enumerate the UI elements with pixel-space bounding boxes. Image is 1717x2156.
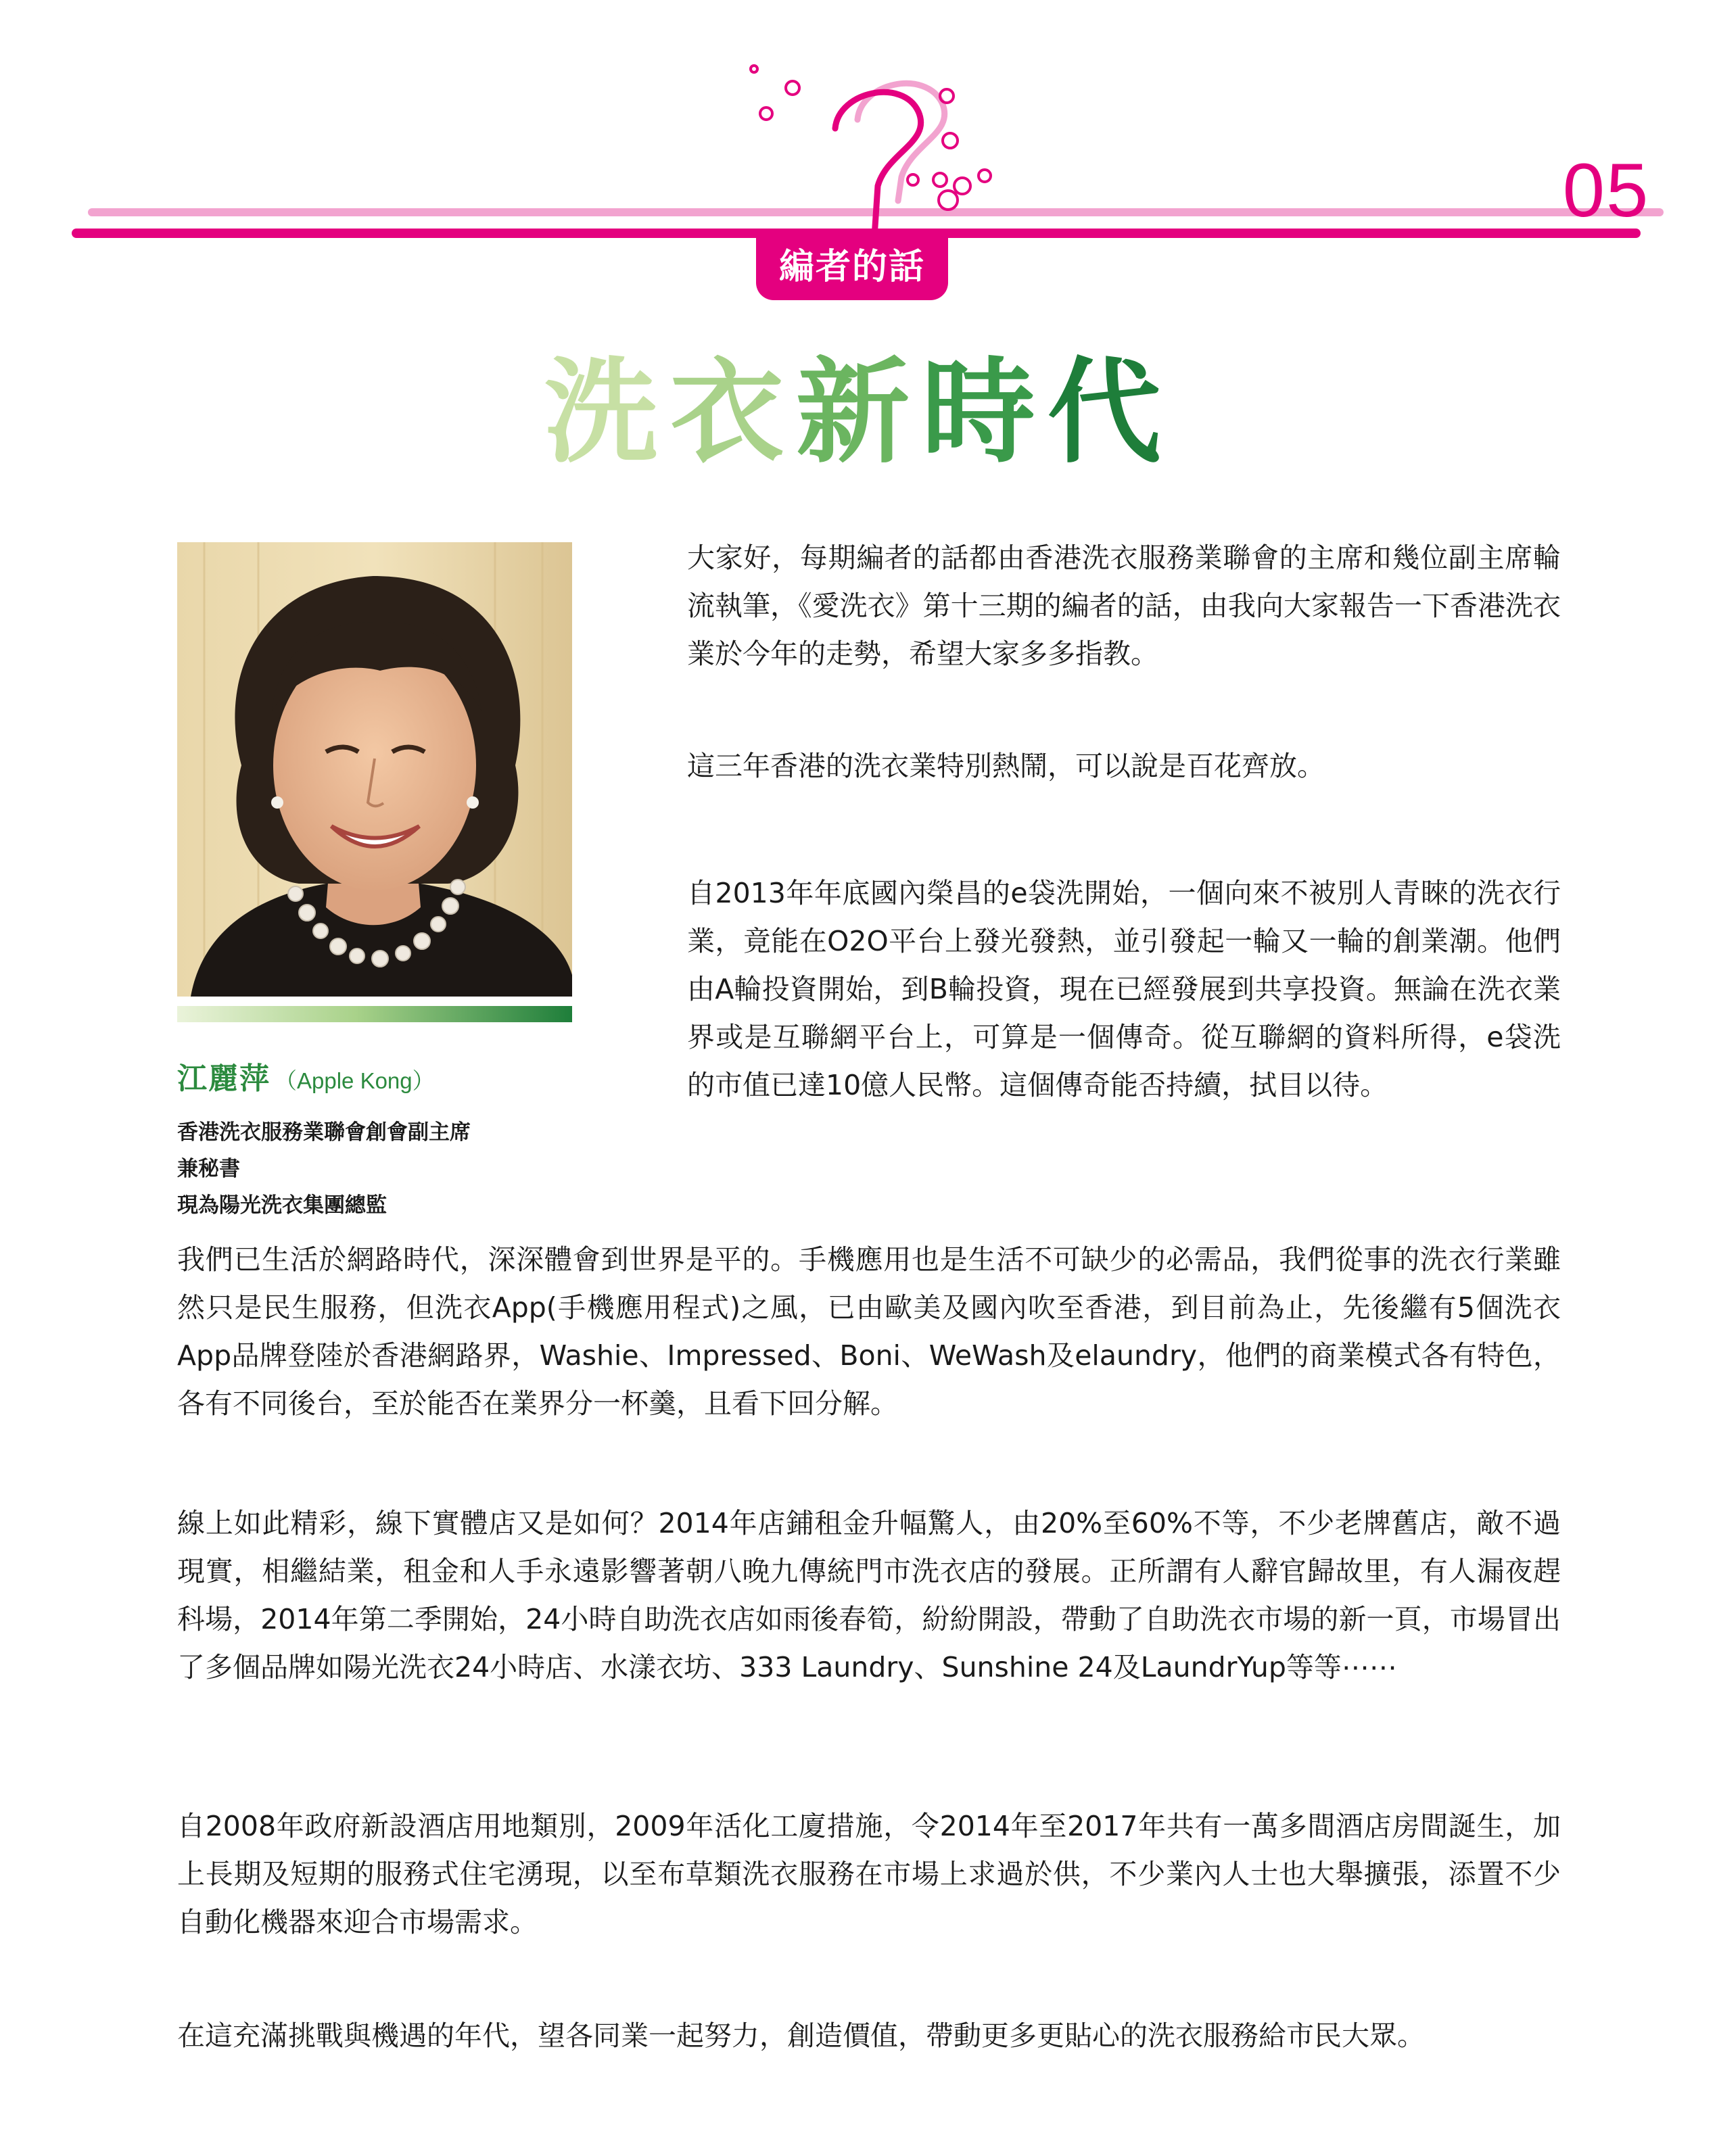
title-char: 時	[922, 346, 1048, 479]
paragraph: 我們已生活於網路時代，深深體會到世界是平的。手機應用也是生活不可缺少的必需品，我們從事的洗衣行業雖然只是民生服務，但洗衣App(手機應用程式)之風，已由歐美及國內吹至香港，到目前為止，先後繼有5個洗衣App品牌登陸於香港網路界，Washie、Impressed、Boni、WeWash及elaundry，他們的商業模式各有特色，各有不同後台，至於能否在業界分一杯羹，且看下回分解。	[177, 1243, 1561, 1420]
portrait-photo-icon	[177, 542, 572, 997]
page-title	[473, 345, 1244, 480]
author-name-english: （Apple Kong）	[275, 1068, 435, 1093]
author-role: 現為陽光洗衣集團總監	[177, 1193, 387, 1218]
question-mark-icon	[744, 61, 1014, 264]
title-char: 洗	[544, 346, 670, 479]
author-photo	[177, 542, 572, 997]
page-number: 05	[1562, 148, 1650, 233]
title-char: 代	[1048, 346, 1173, 479]
section-label: 編者的話	[756, 238, 948, 300]
paragraph: 在這充滿挑戰與機遇的年代，望各同業一起努力，創造價值，帶動更多更貼心的洗衣服務給市民大眾。	[177, 2019, 1425, 2052]
title-char: 新	[796, 346, 922, 479]
author-name	[177, 1059, 596, 1099]
author-name-chinese: 江麗萍	[177, 1061, 271, 1096]
paragraph: 大家好，每期編者的話都由香港洗衣服務業聯會的主席和幾位副主席輪流執筆，《愛洗衣》第十三期的編者的話，由我向大家報告一下香港洗衣業於今年的走勢，希望大家多多指教。	[687, 542, 1561, 670]
author-role: 兼秘書	[177, 1157, 240, 1181]
title-char: 衣	[670, 346, 796, 479]
paragraph: 這三年香港的洗衣業特別熱鬧，可以說是百花齊放。	[687, 750, 1325, 782]
paragraph: 線上如此精彩，線下實體店又是如何？2014年店鋪租金升幅驚人，由20%至60%不等，不少老牌舊店，敵不過現實，相繼結業，租金和人手永遠影響著朝八晚九傳統門市洗衣店的發展。正所謂有人辭官歸故里，有人漏夜趕科場，2014年第二季開始，24小時自助洗衣店如雨後春筍，紛紛開設，帶動了自助洗衣市場的新一頁，市場冒出了多個品牌如陽光洗衣24小時店、水漾衣坊、333 Laundry、Sunshine 24及LaundrYup等等⋯⋯	[177, 1507, 1561, 1683]
paragraph: 自2013年年底國內榮昌的e袋洗開始，一個向來不被別人青睞的洗衣行業，竟能在O2O平台上發光發熱，並引發起一輪又一輪的創業潮。他們由A輪投資開始，到B輪投資，現在已經發展到共享投資。無論在洗衣業界或是互聯網平台上，可算是一個傳奇。從互聯網的資料所得，e袋洗的市值已達10億人民幣。這個傳奇能否持續，拭目以待。	[687, 877, 1561, 1101]
paragraph: 自2008年政府新設酒店用地類別，2009年活化工廈措施，令2014年至2017年共有一萬多間酒店房間誕生，加上長期及短期的服務式住宅湧現，以至布草類洗衣服務在市場上求過於供，不少業內人士也大舉擴張，添置不少自動化機器來迎合市場需求。	[177, 1810, 1561, 1938]
photo-caption-bar	[177, 1006, 572, 1022]
author-role: 香港洗衣服務業聯會創會副主席	[177, 1120, 471, 1145]
